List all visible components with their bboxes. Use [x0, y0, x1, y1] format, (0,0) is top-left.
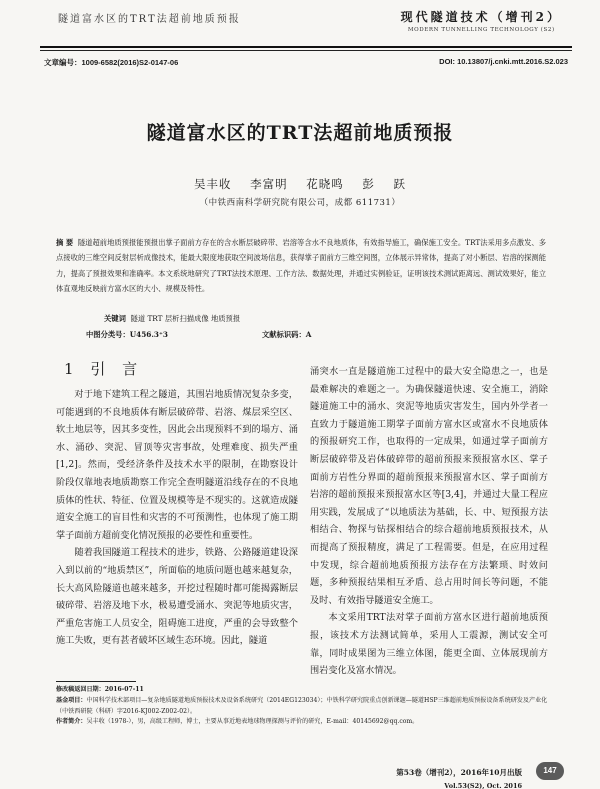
- journal-name: 现代隧道技术（增刊2）: [400, 10, 562, 24]
- header-rule-thin: [40, 50, 572, 51]
- body-paragraph: 涌突水一直是隧道施工过程中的最大安全隐患之一，也是最难解决的难题之一。为确保隧道快速、安全施工，消除隧道施工中的涌水、突泥等地质灾害发生，国内外学者一直致力于隧道施工期掌子面前方富水区或富水不良地质体的预报研究工作，也取得的一定成果，如通过掌子面前方断层破碎带及岩体破碎带的超前预报来预报富水区、掌子面前方岩性分界面的超前预报来预报富水区、掌子面前方岩溶的超前预报来预报富水区等[3,4]，并通过大量工程应用实践，发展成了“以地质法为基础，长、中、短预报方法相结合、物探与钻探相结合的综合超前地质预报技术，从而提高了预报精度，满足了工程需要。但是，在应用过程中发现，综合超前地质预报方法存在方法繁琐、时效问题，多种预报结果相互矛盾、总占用时间长等问题，不能及时、有效指导隧道安全施工。: [310, 366, 548, 606]
- body-paragraph: 对于地下建筑工程之隧道，其围岩地质情况复杂多变，可能遇到的不良地质体有断层破碎带、岩溶、煤层采空区、软土地层等，因其多变性，因此会出现预料不到的塌方、涌水、涌砂、突泥、冒顶等灾害事故，处理难度、损失严重[1,2]。然而，受经济条件及技术水平的限制，在勘察设计阶段仅靠地表地质勘察工作完全查明隧道沿线存在的不良地质体的性状、特征、位置及规模等是不现实的。这就造成隧道安全施工的盲目性和灾害的不可预测性，也体现了施工期掌子面前方超前变化情况预报的必要性和重要性。: [56, 389, 298, 541]
- affiliation: （中铁西南科学研究院有限公司，成都 611731）: [199, 198, 401, 208]
- section-heading: [64, 358, 143, 379]
- section-number: 1: [64, 360, 80, 378]
- author-list: 吴丰收 李富明 花晓鸣 彭 跃: [193, 177, 407, 191]
- abstract-text: 隧道超前地质预报能预报出掌子面前方存在的含水断层破碎带、岩溶等含水不良地质体，有效指导施工，确保施工安全。TRT法采用多点激发、多点接收的三维空间反射层析成像技术，能最大限度地获取空间波场信息，获得掌子面前方三维空间图，立体展示异常体，提高了对小断层、岩溶的探测能力，提高了预报效果和准确率。本文系统地研究了TRT法技术原理、工作方法、数据处理，并通过实例验证，证明该技术测试距离远、测试效果好，能立体直观地反映前方富水区的大小、规模及特性。: [56, 238, 546, 293]
- abstract: [56, 235, 546, 296]
- footnote-rule: [56, 681, 136, 682]
- doi: DOI: 10.13807/j.cnki.mtt.2016.S2.023: [439, 57, 568, 66]
- body-paragraph: 随着我国隧道工程技术的进步，铁路、公路隧道建设深入到以前的“地质禁区”，所面临的地质问题也越来越复杂，长大高风险隧道也越来越多，开挖过程随时都可能揭露断层破碎带、岩溶及地下水，极易遭受涌水、突泥等地质灾害，严重危害施工人员安全，阻碍施工进度，严重的会导致整个施工失败，更有甚者破坏区域生态环境。因此，隧道: [56, 547, 298, 647]
- page-footer: [0, 760, 600, 789]
- classification-number: 中图分类号：U456.3⁺3: [86, 330, 168, 339]
- section-title-text: 引 言: [90, 360, 144, 378]
- keywords-text: 隧道 TRT 层析扫描成像 地质预报: [130, 314, 241, 323]
- footnotes: [56, 685, 556, 728]
- fund-label: 基金项目：: [56, 696, 87, 704]
- body-paragraph: 本文采用TRT法对掌子面前方富水区进行超前地质预报，该技术方法测试简单，采用人工震源，测试安全可靠，同时成果图为三维立体图，能更全面、立体展现前方围岩变化及富水情况。: [310, 612, 548, 677]
- footer-volume-english: Vol.53(S2), Oct. 2016: [444, 782, 522, 789]
- author-text: 吴丰收（1978-），男，高级工程师，博士，主要从事近地表地球物理探测与评价的研究，E-mail：40145692@qq.com。: [86, 718, 419, 726]
- body-column-right: [310, 363, 548, 680]
- keywords-label: 关键词: [104, 314, 126, 323]
- author-label: 作者简介：: [56, 718, 87, 726]
- fund-info: [56, 696, 556, 718]
- journal-masthead: [401, 8, 562, 33]
- article-number: 文章编号：1009-6582(2016)S2-0147-06: [44, 58, 179, 67]
- journal-english-name: MODERN TUNNELLING TECHNOLOGY (S2): [407, 27, 555, 33]
- running-title: 隧道富水区的TRT法超前地质预报: [58, 14, 241, 25]
- paper-title: 隧道富水区的TRT法超前地质预报: [146, 122, 454, 144]
- footer-volume-line: 第53卷（增刊2），2016年10月出版: [396, 768, 522, 777]
- header-rule: [40, 46, 572, 48]
- author-info: [56, 717, 556, 728]
- document-code: 文献标识码：A: [262, 330, 312, 339]
- keywords: [104, 314, 240, 324]
- body-column-left: [56, 386, 298, 650]
- page-number: 147: [536, 762, 564, 780]
- fund-text: 中国科学技术部项目—复杂地质隧道地质预报技术及设备系统研究（2014EG123034）；中铁科学研究院重点创新课题—隧道HSP三维超前地质预报设备系统研发及产业化（中铁西研院（科研）字2016-KJ002-Z002-02）。: [56, 696, 548, 715]
- abstract-label: 摘 要: [56, 238, 74, 247]
- revised-date: 修改稿返回日期：2016-07-11: [56, 686, 144, 693]
